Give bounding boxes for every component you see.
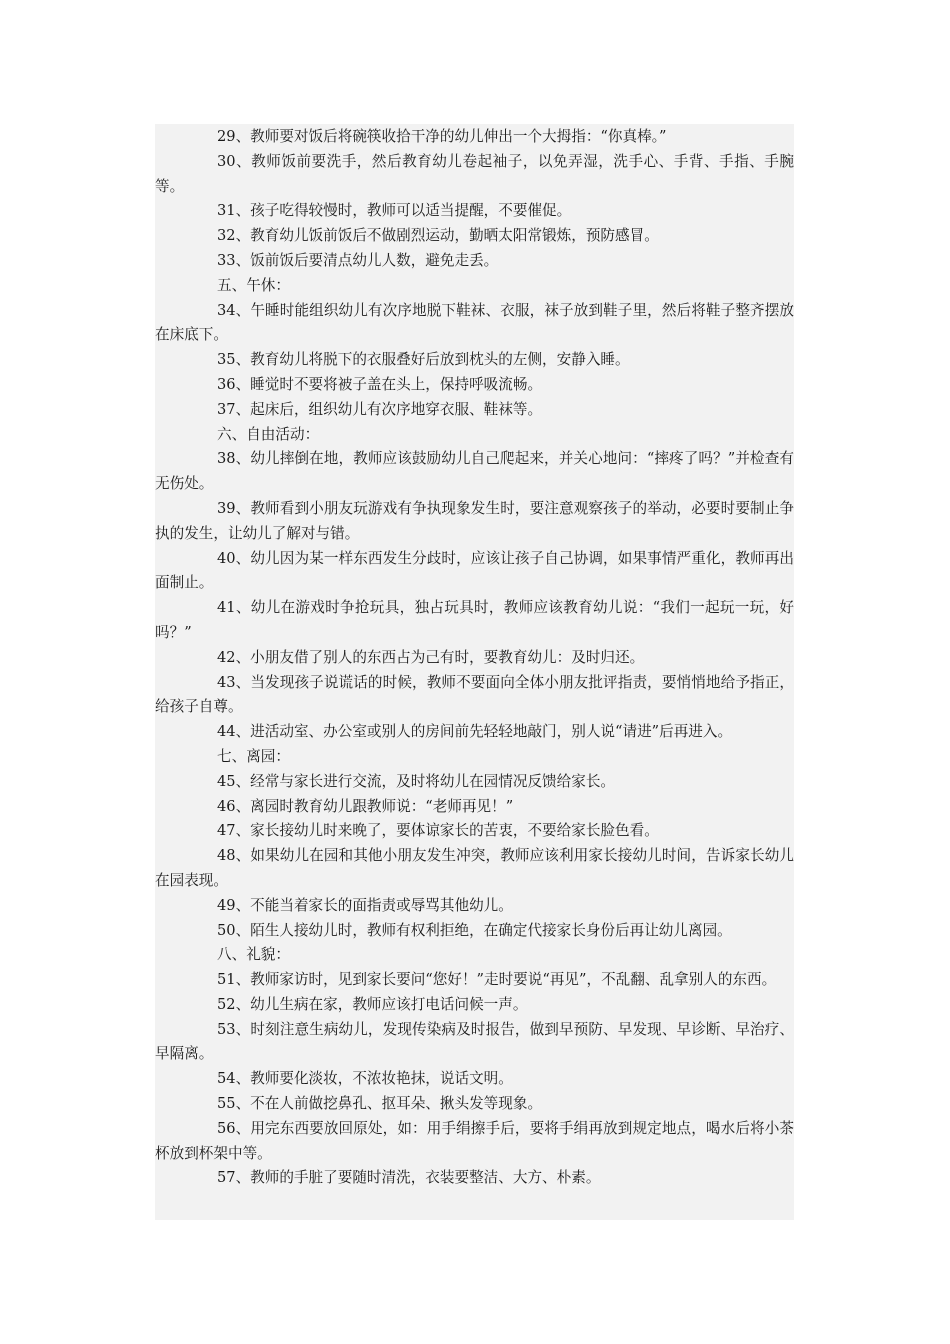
list-item: 45、经常与家长进行交流，及时将幼儿在园情况反馈给家长。 xyxy=(217,772,616,790)
list-item: 33、饭前饭后要清点幼儿人数，避免走丢。 xyxy=(217,251,499,269)
section-heading: 六、自由活动： xyxy=(217,425,320,443)
list-item: 55、不在人前做挖鼻孔、抠耳朵、揪头发等现象。 xyxy=(217,1095,543,1113)
list-item: 43、当发现孩子说谎话的时候，教师不要面向全体小朋友批评指责，要悄悄地给予指正，给孩子自尊。 xyxy=(155,673,794,716)
list-item: 47、家长接幼儿时来晚了，要体谅家长的苦衷，不要给家长脸色看。 xyxy=(217,822,659,840)
list-item: 35、教育幼儿将脱下的衣服叠好后放到枕头的左侧，安静入睡。 xyxy=(217,351,630,369)
list-item: 51、教师家访时，见到家长要问“您好！”走时要说“再见”，不乱翻、乱拿别人的东西。 xyxy=(217,971,777,989)
list-item: 52、幼儿生病在家，教师应该打电话问候一声。 xyxy=(217,995,528,1013)
list-item: 41、幼儿在游戏时争抢玩具，独占玩具时，教师应该教育幼儿说：“我们一起玩一玩，好吗？” xyxy=(155,599,794,641)
list-item: 49、不能当着家长的面指责或辱骂其他幼儿。 xyxy=(217,896,513,914)
list-item: 29、教师要对饭后将碗筷收拾干净的幼儿伸出一个大拇指：“你真棒。” xyxy=(217,128,667,145)
list-item: 46、离园时教育幼儿跟教师说：“老师再见！” xyxy=(217,797,514,815)
list-item: 53、时刻注意生病幼儿，发现传染病及时报告，做到早预防、早发现、早诊断、早治疗、早隔离。 xyxy=(155,1020,794,1063)
list-item: 42、小朋友借了别人的东西占为己有时，要教育幼儿：及时归还。 xyxy=(217,648,645,666)
section-heading: 七、离园： xyxy=(217,747,290,765)
document-content xyxy=(155,124,794,1191)
list-item: 31、孩子吃得较慢时，教师可以适当提醒，不要催促。 xyxy=(217,202,572,220)
list-item: 54、教师要化淡妆，不浓妆艳抹，说话文明。 xyxy=(217,1070,513,1088)
list-item: 44、进活动室、办公室或别人的房间前先轻轻地敲门，别人说“请进”后再进入。 xyxy=(217,723,733,741)
list-item: 50、陌生人接幼儿时，教师有权利拒绝，在确定代接家长身份后再让幼儿离园。 xyxy=(217,921,732,939)
list-item: 36、睡觉时不要将被子盖在头上，保持呼吸流畅。 xyxy=(217,375,543,393)
section-heading: 五、午休： xyxy=(217,276,290,294)
list-item: 57、教师的手脏了要随时清洗，衣装要整洁、大方、朴素。 xyxy=(217,1169,601,1187)
list-item: 40、幼儿因为某一样东西发生分歧时，应该让孩子自己协调，如果事情严重化，教师再出面制止。 xyxy=(155,549,794,592)
list-item: 56、用完东西要放回原处，如：用手绢擦手后，要将手绢再放到规定地点，喝水后将小茶杯放到杯架中等。 xyxy=(155,1119,794,1162)
list-item: 48、如果幼儿在园和其他小朋友发生冲突，教师应该利用家长接幼儿时间，告诉家长幼儿在园表现。 xyxy=(155,847,794,889)
list-item: 30、教师饭前要洗手，然后教育幼儿卷起袖子，以免弄湿，洗手心、手背、手指、手腕等。 xyxy=(155,152,794,195)
list-item: 37、起床后，组织幼儿有次序地穿衣服、鞋袜等。 xyxy=(217,400,543,418)
list-item: 34、午睡时能组织幼儿有次序地脱下鞋袜、衣服，袜子放到鞋子里，然后将鞋子整齐摆放在床底下。 xyxy=(155,301,794,344)
section-heading: 八、礼貌： xyxy=(217,946,290,964)
list-item: 32、教育幼儿饭前饭后不做剧烈运动，勤晒太阳常锻炼，预防感冒。 xyxy=(217,227,659,245)
document-text-block xyxy=(155,124,794,1220)
list-item: 39、教师看到小朋友玩游戏有争执现象发生时，要注意观察孩子的举动，必要时要制止争执的发生，让幼儿了解对与错。 xyxy=(155,499,794,542)
list-item: 38、幼儿摔倒在地，教师应该鼓励幼儿自己爬起来，并关心地问：“摔疼了吗？”并检查有无伤处。 xyxy=(155,450,794,493)
